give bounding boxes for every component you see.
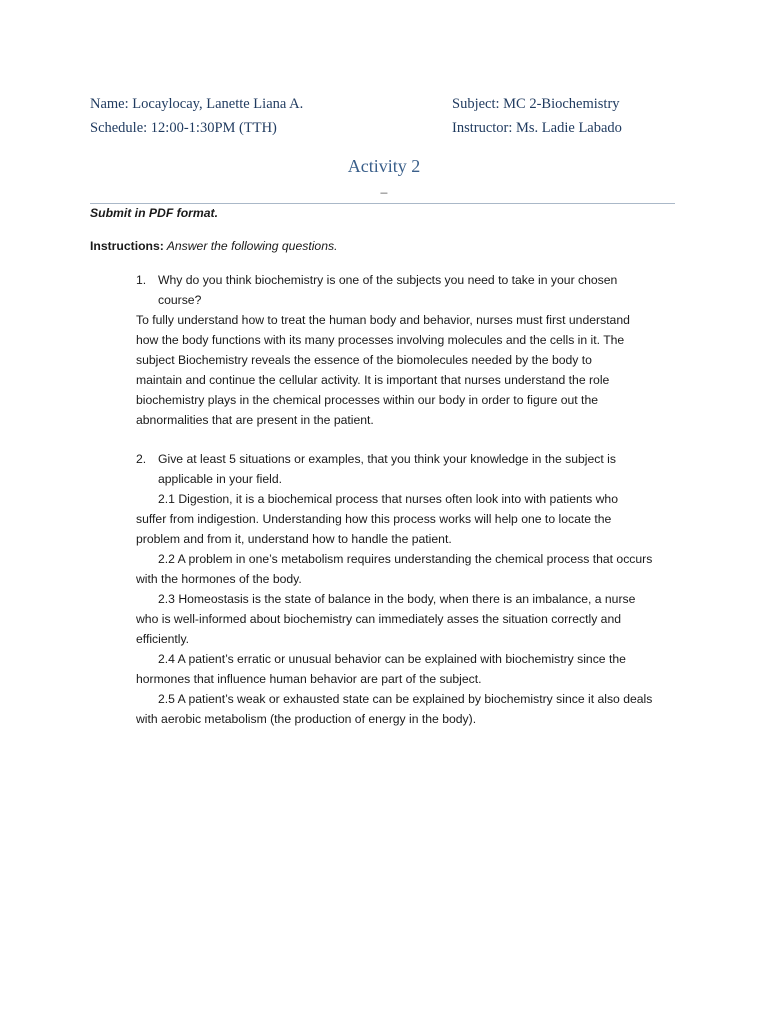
q2-item-line: suffer from indigestion. Understanding how this process works will help one to locate the — [136, 512, 612, 526]
instructions-text: Answer the following questions. — [163, 239, 338, 253]
q1-answer-line: biochemistry plays in the chemical processes within our body in order to figure out the — [136, 393, 599, 407]
q1-answer-line: subject Biochemistry reveals the essence of the biomolecules needed by the body to — [136, 353, 592, 367]
q2-question-line: applicable in your field. — [158, 472, 282, 486]
instructions — [90, 236, 337, 256]
q1-question-line: course? — [158, 293, 202, 307]
schedule-label: Schedule: 12:00-1:30PM (TTH) — [90, 120, 277, 136]
instructor-label: Instructor: Ms. Ladie Labado — [452, 120, 622, 136]
q2-item-line: hormones that influence human behavior are part of the subject. — [136, 672, 482, 686]
q1-question-line: Why do you think biochemistry is one of the subjects you need to take in your chosen — [158, 273, 618, 287]
q2-question-line: Give at least 5 situations or examples, that you think your knowledge in the subject is — [158, 452, 616, 466]
q2-item-first-line: 2.1 Digestion, it is a biochemical process that nurses often look into with patients who — [158, 492, 618, 506]
q2-item-first-line: 2.4 A patient’s erratic or unusual behavior can be explained with biochemistry since the — [158, 652, 626, 666]
q2-item-first-line: 2.5 A patient’s weak or exhausted state can be explained by biochemistry since it also deals — [158, 692, 653, 706]
q2-item-line: problem and from it, understand how to handle the patient. — [136, 532, 452, 546]
q1-answer-line: To fully understand how to treat the human body and behavior, nurses must first understand — [136, 313, 630, 327]
activity-title: Activity 2 — [347, 156, 421, 176]
q1-answer-line: abnormalities that are present in the patient. — [136, 413, 374, 427]
q2-item-line: efficiently. — [136, 632, 190, 646]
q2-item-first-line: 2.2 A problem in one’s metabolism requires understanding the chemical process that occurs — [158, 552, 653, 566]
q2-item-line: with aerobic metabolism (the production of energy in the body). — [136, 712, 477, 726]
q2-item-line: with the hormones of the body. — [136, 572, 302, 586]
student-name: Name: Locaylocay, Lanette Liana A. — [90, 96, 304, 112]
q2-item-line: who is well-informed about biochemistry can immediately asses the situation correctly and — [136, 612, 622, 626]
title-mark: _ — [380, 180, 388, 194]
q1-answer-line: how the body functions with its many processes involving molecules and the cells in it. The — [136, 333, 625, 347]
instructions-label: Instructions: — [90, 239, 164, 253]
q1-number: 1. — [136, 273, 147, 287]
q2-item-first-line: 2.3 Homeostasis is the state of balance in the body, when there is an imbalance, a nurse — [158, 592, 636, 606]
q1-answer-line: maintain and continue the cellular activity. It is important that nurses understand the role — [136, 373, 610, 387]
submit-note: Submit in PDF format. — [90, 206, 218, 220]
subject-label: Subject: MC 2-Biochemistry — [452, 96, 620, 112]
q2-number: 2. — [136, 452, 147, 466]
